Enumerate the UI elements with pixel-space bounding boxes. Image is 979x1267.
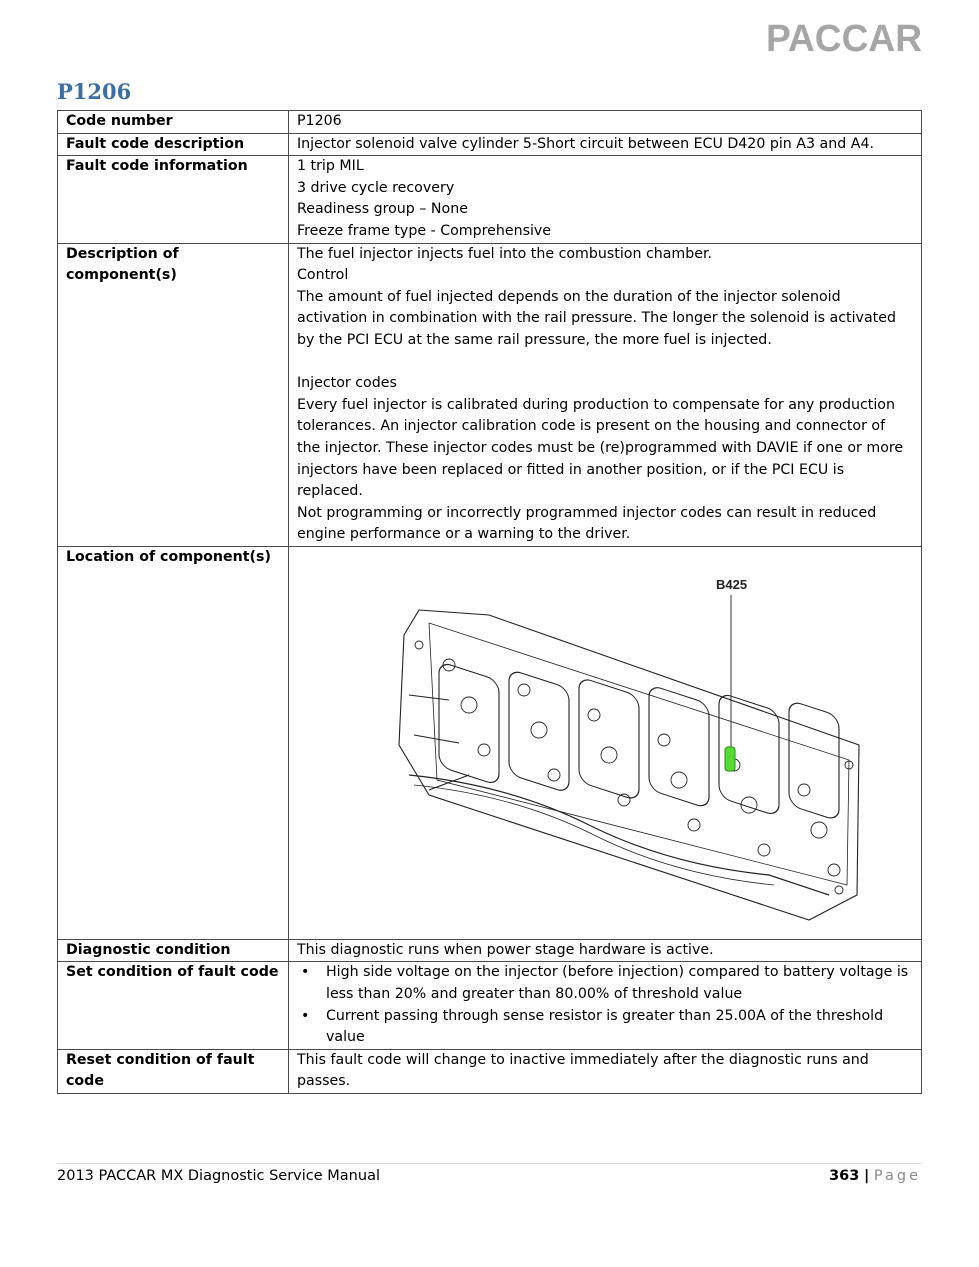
bullet-line: less than 20% and greater than 80.00% of threshold value: [326, 986, 743, 1003]
bullet-line: value: [326, 1029, 365, 1046]
head-outline: [399, 610, 859, 920]
description-line: The amount of fuel injected depends on the duration of the injector solenoid: [297, 288, 841, 305]
cylinder-sections: [439, 661, 839, 821]
row-label: Code number: [58, 111, 289, 134]
table-row: [58, 1049, 922, 1093]
row-value: [289, 1049, 922, 1093]
row-label: Fault code information: [58, 156, 289, 243]
row-value: This diagnostic runs when power stage hardware is active.: [289, 939, 922, 962]
row-label: Description of component(s): [58, 243, 289, 546]
bullet-line: • High side voltage on the injector (before injection) compared to battery voltage is: [326, 964, 909, 981]
description-line: Control: [297, 267, 349, 284]
description-line: Not programming or incorrectly programmed injector codes can result in reduced: [297, 504, 877, 521]
description-line: engine performance or a warning to the driver.: [297, 526, 631, 543]
cylinder-head-diagram: [389, 575, 869, 935]
table-row: [58, 156, 922, 243]
row-value: [289, 156, 922, 243]
reset-line: passes.: [297, 1073, 351, 1090]
table-row: [58, 939, 922, 962]
page-separator: |: [863, 1168, 870, 1184]
footer-divider: [57, 1163, 922, 1164]
component-figure-cell: [289, 546, 922, 939]
fault-code-table: [57, 110, 922, 1094]
description-line: by the PCI ECU at the same rail pressure, the more fuel is injected.: [297, 331, 772, 348]
page-number: 363: [829, 1168, 860, 1184]
description-line: the injector. These injector codes must be (re)programmed with DAVIE if one or more: [297, 439, 904, 456]
description-line: Every fuel injector is calibrated during production to compensate for any production: [297, 396, 895, 413]
table-row: [58, 546, 922, 939]
table-row: [58, 111, 922, 134]
description-line: tolerances. An injector calibration code is present on the housing and connector of: [297, 418, 886, 435]
page-word: Page: [873, 1168, 921, 1184]
row-value: Injector solenoid valve cylinder 5-Short circuit between ECU D420 pin A3 and A4.: [289, 133, 922, 156]
set-condition-list: [297, 962, 913, 1048]
description-line: replaced.: [297, 483, 363, 500]
row-value: [289, 962, 922, 1049]
bullet-line: • Current passing through sense resistor is greater than 25.00A of the threshold: [326, 1007, 884, 1024]
table-row: [58, 133, 922, 156]
list-item: [297, 1006, 913, 1049]
row-label: Location of component(s): [58, 546, 289, 939]
info-line: Readiness group – None: [297, 201, 468, 218]
table-row: [58, 243, 922, 546]
row-value: P1206: [289, 111, 922, 134]
description-line: The fuel injector injects fuel into the combustion chamber.: [297, 245, 713, 262]
row-label: Fault code description: [58, 133, 289, 156]
list-item: [297, 962, 913, 1005]
injector-b425-highlight: [725, 747, 735, 771]
info-line: 3 drive cycle recovery: [297, 179, 455, 196]
row-label: Diagnostic condition: [58, 939, 289, 962]
info-line: Freeze frame type - Comprehensive: [297, 222, 552, 239]
paragraph-gap: [297, 352, 913, 374]
row-value: [289, 243, 922, 546]
paccar-logo: [766, 20, 924, 54]
reset-line: This fault code will change to inactive immediately after the diagnostic runs and: [297, 1051, 869, 1068]
info-line: 1 trip MIL: [297, 158, 364, 175]
page-number-block: [829, 1168, 921, 1184]
manual-title: 2013 PACCAR MX Diagnostic Service Manual: [57, 1168, 380, 1184]
page-title: P1206: [57, 79, 132, 104]
description-line: Injector codes: [297, 375, 397, 392]
logo-text: PACCAR: [766, 20, 922, 54]
row-label: Reset condition of fault code: [58, 1049, 289, 1093]
description-line: activation in combination with the rail pressure. The longer the solenoid is activated: [297, 310, 896, 327]
description-line: injectors have been replaced or fitted in another position, or if the PCI ECU is: [297, 461, 845, 478]
row-label: Set condition of fault code: [58, 962, 289, 1049]
callout-label: B425: [716, 576, 748, 592]
table-row: [58, 962, 922, 1049]
